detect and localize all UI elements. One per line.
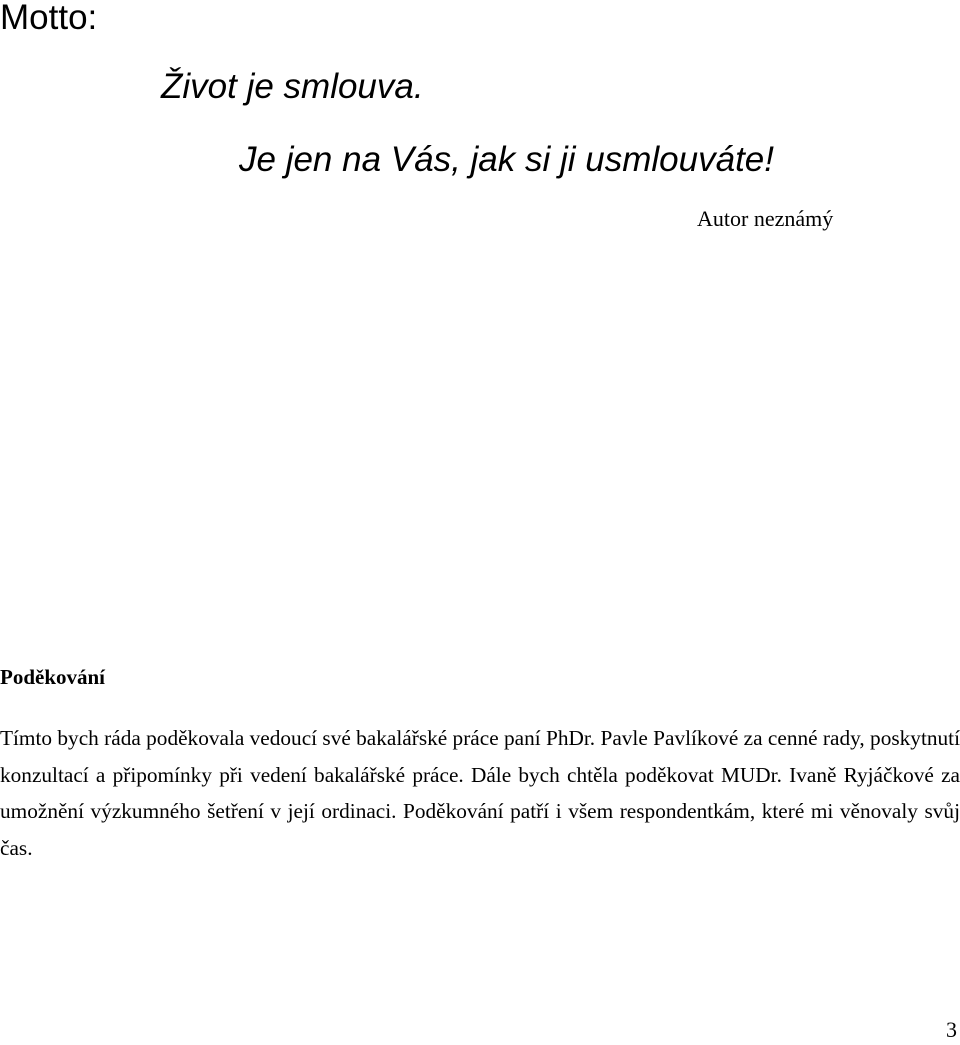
motto-author: Autor neznámý [697,206,834,231]
motto-quote-line-1: Život je smlouva. [161,67,424,106]
acknowledgement-paragraph: Tímto bych ráda poděkovala vedoucí své bakalářské práce paní PhDr. Pavle Pavlíkové za cenné rady, poskytnutí konzultací a připomínky při vedení bakalářské práce. Dále bych chtěla poděkovat MUDr. Ivaně Ryjáčkové za umožnění výzkumného šetření v její ordinaci. Poděkování patří i všem respondentkám, které mi věnovaly svůj čas. [0,726,960,860]
motto-label: Motto: [0,0,98,37]
acknowledgement-heading: Poděkování [0,665,106,689]
motto-quote-line-2: Je jen na Vás, jak si ji usmlouváte! [239,140,774,179]
page-number: 3 [946,1017,957,1042]
